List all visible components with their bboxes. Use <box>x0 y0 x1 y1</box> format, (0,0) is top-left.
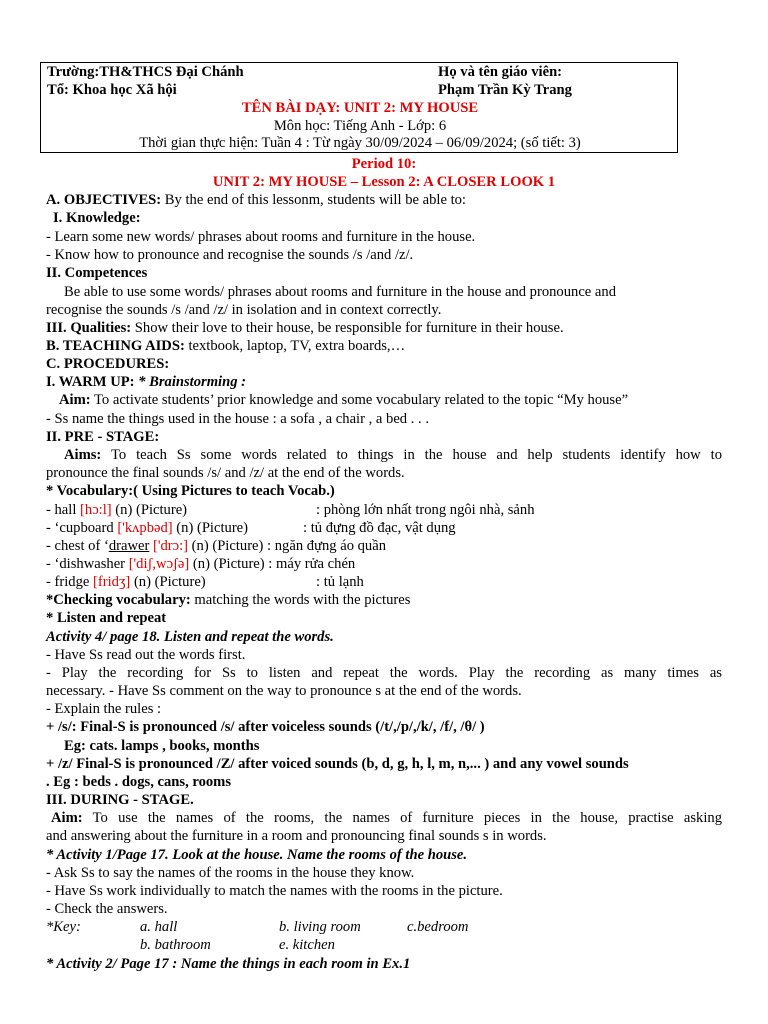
pre-aims-label: Aims: <box>64 447 102 463</box>
warmup-aim-line <box>59 391 628 409</box>
vocab-row <box>46 537 386 555</box>
warmup-aim-text: To activate students’ prior knowledge and some vocabulary related to the topic “My house” <box>90 392 629 408</box>
school-name: Trường:TH&THCS Đại Chánh <box>47 64 244 80</box>
vocab-meaning: : máy rửa chén <box>268 556 356 572</box>
qualities-label: III. Qualities: <box>46 320 132 336</box>
activity-4-title: Activity 4/ page 18. Listen and repeat the words. <box>46 629 334 645</box>
listen-line-4: - Explain the rules : <box>46 701 162 717</box>
vocab-pos: (n) (Picture) <box>130 574 206 590</box>
checking-line <box>46 591 410 609</box>
pre-aims-line-2: pronounce the final sounds /s/ and /z/ at the end of the words. <box>46 465 405 481</box>
warmup-ss-line: - Ss name the things used in the house : a sofa , a chair , a bed . . . <box>46 411 429 427</box>
checking-text: matching the words with the pictures <box>190 592 411 608</box>
vocab-row <box>46 501 187 519</box>
qualities-line <box>46 319 564 337</box>
knowledge-item-1: - Learn some new words/ phrases about rooms and furniture in the house. <box>46 229 476 245</box>
vocab-ipa: ['drɔ:] <box>149 538 189 554</box>
during-aim-text: To use the names of the rooms, the names of furniture pieces in the house, practise asking <box>82 810 722 826</box>
during-line-3: - Check the answers. <box>46 901 168 917</box>
teaching-aids-label: B. TEACHING AIDS: <box>46 338 185 354</box>
vocab-row <box>46 519 248 537</box>
rule-z-line-2: . Eg : beds . dogs, cans, rooms <box>46 774 232 790</box>
competences-heading: II. Competences <box>46 265 148 281</box>
key-b: b. living room <box>279 919 361 935</box>
rule-s: + /s/: Final-S is pronounced /s/ after voiceless sounds (/t/,/p/,/k/, /f/, /θ/ ) <box>46 719 485 735</box>
listen-heading: * Listen and repeat <box>46 610 167 626</box>
warmup-activity: * Brainstorming : <box>134 374 247 390</box>
vocab-meaning: : tủ đựng đồ đạc, vật dụng <box>303 520 456 536</box>
procedures-heading: C. PROCEDURES: <box>46 356 170 372</box>
vocab-ipa: [fridʒ] <box>93 574 131 590</box>
vocab-meaning: : phòng lớn nhất trong ngôi nhà, sảnh <box>316 502 535 518</box>
during-aim-line-2: and answering about the furniture in a room and pronouncing final sounds s in words. <box>46 828 547 844</box>
vocab-word: - ‘cupboard <box>46 520 118 536</box>
vocab-pos: (n) (Picture) <box>189 556 265 572</box>
unit-lesson-title: UNIT 2: MY HOUSE – Lesson 2: A CLOSER LOOK 1 <box>212 174 556 190</box>
objectives-text: By the end of this lessonm, students will be able to: <box>161 192 466 208</box>
listen-line-3: necessary. - Have Ss comment on the way to pronounce s at the end of the words. <box>46 683 522 699</box>
competences-line-2: recognise the sounds /s /and /z/ in isolation and in context correctly. <box>46 302 442 318</box>
vocab-word: - chest of ‘ <box>46 538 109 554</box>
during-aim-label: Aim: <box>51 810 83 826</box>
knowledge-heading: I. Knowledge: <box>53 210 141 226</box>
warmup-label: I. WARM UP: <box>46 374 135 390</box>
vocab-row <box>46 573 206 591</box>
key-d: b. bathroom <box>140 937 211 953</box>
vocab-row <box>46 555 355 573</box>
pre-aims-line-1 <box>64 446 722 464</box>
vocab-meaning: : ngăn đựng áo quần <box>267 538 387 554</box>
teaching-aids-line <box>46 337 405 355</box>
listen-line-1: - Have Ss read out the words first. <box>46 647 246 663</box>
pre-aims-text: To teach Ss some words related to things in the house and help students identify how to <box>101 447 722 463</box>
subject-line: Môn học: Tiếng Anh - Lớp: 6 <box>273 118 447 134</box>
during-line-1: - Ask Ss to say the names of the rooms in the house they know. <box>46 865 415 881</box>
objectives-line <box>46 191 466 209</box>
vocab-ipa: ['kʌpbəd] <box>117 520 173 536</box>
teacher-label: Họ và tên giáo viên: <box>438 64 563 80</box>
listen-line-2: - Play the recording for Ss to listen and repeat the words. Play the recording as many times as <box>46 665 722 681</box>
vocab-meaning: : tủ lạnh <box>316 574 364 590</box>
during-stage-heading: III. DURING - STAGE. <box>46 792 194 808</box>
header-box <box>40 62 678 153</box>
rule-s-example: Eg: cats. lamps , books, months <box>64 738 260 754</box>
objectives-label: A. OBJECTIVES: <box>46 192 162 208</box>
vocab-heading: * Vocabulary:( Using Pictures to teach Vocab.) <box>46 483 335 499</box>
key-label: *Key: <box>46 919 81 935</box>
department: Tổ: Khoa học Xã hội <box>47 82 177 98</box>
warmup-aim-label: Aim: <box>59 392 91 408</box>
teaching-aids-text: textbook, laptop, TV, extra boards,… <box>184 338 406 354</box>
vocab-word-underlined: drawer <box>108 538 150 554</box>
vocab-ipa: [hɔ:l] <box>80 502 112 518</box>
time-line: Thời gian thực hiện: Tuần 4 : Từ ngày 30/09/2024 – 06/09/2024; (số tiết: 3) <box>139 135 581 151</box>
key-e: e. kitchen <box>279 937 335 953</box>
key-a: a. hall <box>140 919 178 935</box>
vocab-ipa: ['diʃ,wɔʃə] <box>128 556 190 572</box>
vocab-pos: (n) (Picture) <box>188 538 264 554</box>
competences-line-1: Be able to use some words/ phrases about rooms and furniture in the house and pronounce and <box>64 284 616 300</box>
checking-label: *Checking vocabulary: <box>46 592 191 608</box>
during-aim-line-1 <box>51 809 722 827</box>
vocab-word: - ‘dishwasher <box>46 556 129 572</box>
lesson-title: TÊN BÀI DẠY: UNIT 2: MY HOUSE <box>241 100 479 116</box>
activity-2-title: * Activity 2/ Page 17 : Name the things in each room in Ex.1 <box>46 956 411 972</box>
key-c: c.bedroom <box>407 919 469 935</box>
vocab-word: - fridge <box>46 574 94 590</box>
period-title: Period 10: <box>351 156 417 172</box>
qualities-text: Show their love to their house, be responsible for furniture in their house. <box>131 320 564 336</box>
during-line-2: - Have Ss work individually to match the names with the rooms in the picture. <box>46 883 503 899</box>
vocab-pos: (n) (Picture) <box>172 520 249 536</box>
pre-stage-heading: II. PRE - STAGE: <box>46 429 160 445</box>
vocab-pos: (n) (Picture) <box>111 502 188 518</box>
vocab-word: - hall <box>46 502 81 518</box>
knowledge-item-2: - Know how to pronounce and recognise the sounds /s /and /z/. <box>46 247 414 263</box>
activity-1-title: * Activity 1/Page 17. Look at the house. Name the rooms of the house. <box>46 847 468 863</box>
warmup-line <box>46 373 246 391</box>
teacher-name: Phạm Trần Kỳ Trang <box>438 82 572 98</box>
rule-z-line-1: + /z/ Final-S is pronounced /Z/ after voiced sounds (b, d, g, h, l, m, n,... ) and any vowel sounds <box>46 756 629 772</box>
